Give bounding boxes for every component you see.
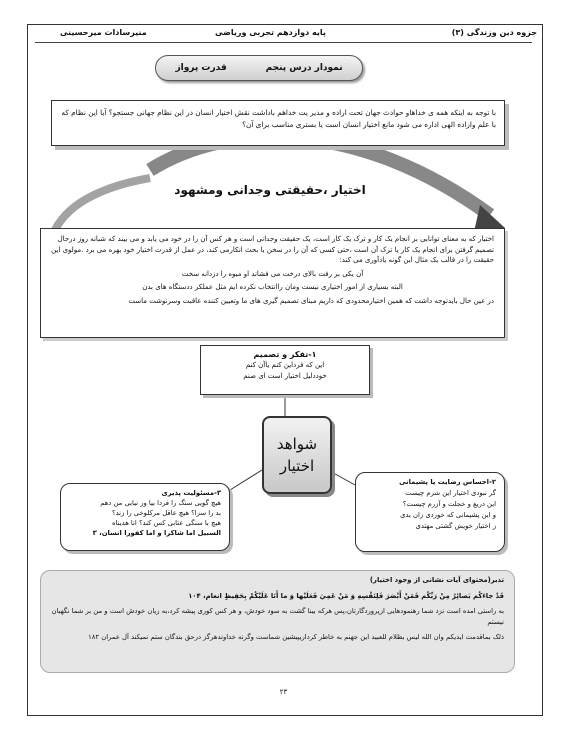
thinking-line-2: خوددلیل اختیار است ای صنم: [243, 372, 327, 380]
feeling-line-1: گر نبودی اختیار این شرم چیست: [405, 489, 496, 497]
main-title: اختیار ،حقیقتی وجدانی ومشهود: [174, 183, 366, 197]
thinking-box: [200, 345, 370, 395]
definition-text: اختیار که به معنای توانایی بر انجام یک کار و ترک یک کار است، یک حقیقت وجدانی است و هر کس آن را در خود می یابد و می بیند که شبانه روز درحال تصمیم گرفتن برای انجام یک کار یا ترک آن است ،حتی کسی که آن را در سخن یا بحث انکارمی کند، در عمل از قدرت اختیار خود بهره می برد .مولوی این حقیقت را در قالب یک مثال این گونه یادآوری می کند:: [51, 235, 494, 264]
page-number: ۲۳: [279, 688, 288, 696]
lesson-pill: [155, 55, 363, 81]
responsibility-line-1: هیچ گویی سنگ را فردا بیا ور نیایی من دهم: [100, 499, 221, 507]
conclusion-text: در عین حال بایدتوجه داشت که همین اختیارمحدودی که داریم مبنای تصمیم گیری های ما وتعیین کننده عاقبت وسرنوشت ماست: [128, 296, 494, 305]
ponder-box: [40, 570, 515, 673]
header-right: جزوه دین وزندگی (۳): [451, 28, 537, 37]
responsibility-box: [60, 483, 230, 551]
verse-1: قَدْ جاءَكُم بَصائِرُ مِنْ رَبِّكُم فَمَنْ أَبْصَرَ فَلِنَفْسِهِ وَ مَنْ عَمِيَ فَعَلَيْها وَ ما أَنَا عَلَيْكُمْ بِحَفِيظٍ انعام، ۱۰۴: [188, 591, 504, 600]
poem-line: آن یکی بر رفت بالای درخت می فشاند او میوه را دزدانه سخت: [181, 269, 364, 278]
header-left: منیرسادات میرحسینی: [60, 28, 147, 37]
thinking-heading: ۱-تفکر و تصمیم: [253, 350, 317, 359]
feeling-line-2: این دریغ و خجلت و آزرم چیست؟: [402, 500, 496, 508]
thinking-line-1: این که فرداین کنم یاآن کنم: [245, 361, 325, 369]
evidence-center-box: [262, 416, 332, 494]
feeling-heading: ۲-احساس رضایت یا پشیمانی: [399, 478, 496, 486]
responsibility-heading: ۳-مسئولیت پذیری: [161, 489, 221, 497]
verse-1-translation: به راستی امده است نزد شما رهنمودهایی ازپروردگارتان،پس هرکه بینا گشت به سود خودش، و هر کس کوری پیشه کرد،به زیان خودش است و من بر شما نگهبان نیستم: [51, 607, 504, 626]
header-center: پایه دوازدهم تجربی وریاضی: [215, 28, 326, 37]
intro-box: با توجه به اینکه همه ی خداهاو حوادث جهان تحت اراده و مدیر یت خداهم باداشت نقش اختیار انسان در این نظام جهانی جستجو؟ آیا این نظام که با علم واراده الهی اداره می شود مانع اختیار انسان است یا بستری مناسب برای آن؟: [51, 100, 505, 146]
note-text: البته بسیاری از امور اختیاری نیست ومان راانتخاب نکرده ایم مثل عملکر ددستگاه های بدن: [142, 283, 403, 291]
ponder-heading: تدبر(محتوای آیات نشانی از وجود اختیار): [369, 576, 504, 584]
lesson-title: نمودار درس پنجم: [265, 63, 343, 73]
lesson-name: قدرت پرواز: [175, 63, 227, 73]
evidence-title-2: اختیار: [279, 457, 315, 475]
verse-2: ذلک بماقدمت ایدیکم وان الله لیس بظلام للعبید این جهنم به خاطر کرداریپیشین شماست وگرنه خداوندهرگز درحق بندگان ستم نمیکند آل عمران ۱۸۲: [88, 633, 504, 641]
evidence-title-1: شواهد: [276, 435, 318, 453]
responsibility-line-3: هیچ با سنگی عتابی کس کند؟ انا هدیناه: [112, 519, 221, 527]
definition-scroll: [40, 228, 505, 338]
responsibility-line-2: بد را سزا؟ هیچ عاقل مرکلوخی را زند؟: [111, 509, 221, 517]
header-divider: [35, 42, 532, 43]
feeling-box: [355, 472, 505, 552]
feeling-line-3: و این پشیمانی که خوردی زان بدی: [400, 511, 496, 519]
responsibility-line-4: السبیل اما شاکرا و اما کفورا انسان، ۳: [92, 529, 221, 537]
feeling-line-4: ز اختیار خویش گشتی مهتدی: [415, 522, 496, 530]
